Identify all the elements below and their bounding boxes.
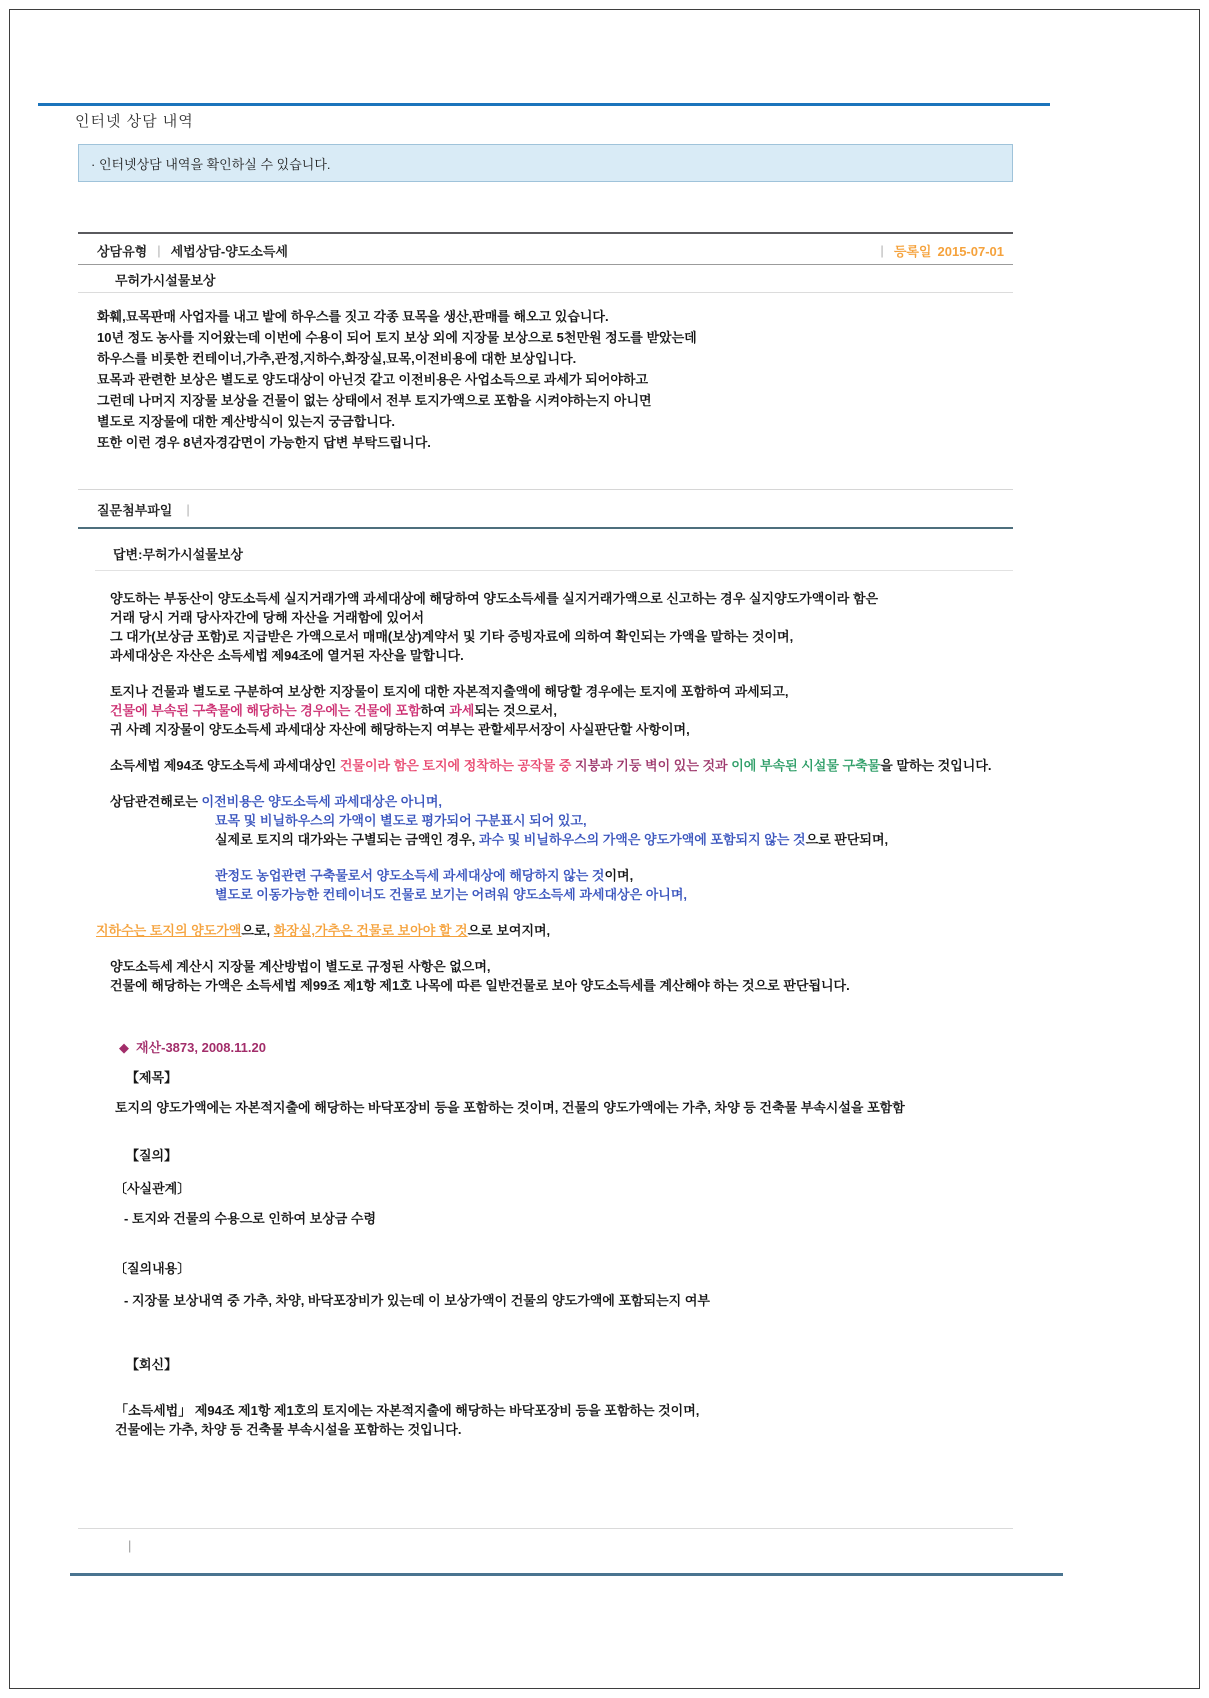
answer-segment: 양도하는 부동산이 양도소득세 실지거래가액 과세대상에 해당하여 양도소득세를 실지거래가액으로 신고하는 경우 실지양도가액이라 함은	[110, 591, 879, 606]
answer-segment: 귀 사례 지장물이 양도소득세 과세대상 자산에 해당하는지 여부는 관할세무서장이 사실판단할 사항이며,	[110, 722, 690, 737]
consult-type-label: 상담유형	[97, 243, 148, 259]
answer-segment: 과세	[449, 703, 475, 718]
diamond-marker-icon: ◆	[119, 1040, 129, 1055]
reference-reply-label: 【회신】	[126, 1357, 178, 1372]
answer-line	[110, 976, 992, 995]
answer-segment: 양도소득세 계산시 지장물 계산방법이 별도로 규정된 사항은 없으며,	[110, 959, 491, 974]
text-line: 화훼,묘목판매 사업자를 내고 밭에 하우스를 짓고 각종 묘목을 생산,판매를 해오고 있습니다.	[97, 309, 609, 324]
answer-line	[110, 720, 992, 739]
reference-code-text: 재산-3873, 2008.11.20	[136, 1040, 266, 1055]
reference-code	[119, 1037, 266, 1056]
answer-line	[110, 701, 992, 720]
answer-segment: 으로,	[241, 923, 274, 938]
reg-date	[894, 241, 1010, 260]
answer-line	[110, 589, 992, 608]
answer-segment: 건물에 해당하는 가액은 소득세법 제99조 제1항 제1호 나목에 따른 일반건물로 보아 양도소득세를 계산해야 하는 것으로 판단됩니다.	[110, 978, 850, 993]
separator-bar: |	[186, 502, 190, 517]
table-top-divider	[78, 232, 1013, 234]
consult-type-group	[97, 241, 288, 260]
text-line: 또한 이런 경우 8년자경감면이 가능한지 답변 부탁드립니다.	[97, 435, 431, 450]
answer-segment: 으로 보여지며,	[467, 923, 551, 938]
answer-segment: 별도로 이동가능한 컨테이너도 건물로 보기는 어려워 양도소득세 과세대상은 아니며,	[215, 887, 688, 902]
reference-inquiry-label: 【질의】	[126, 1148, 178, 1163]
answer-segment: 지붕과 기둥 벽이 있는 것과	[575, 758, 732, 773]
reference-title-label: 【제목】	[126, 1070, 178, 1085]
answer-segment: 이전비용은	[201, 794, 268, 809]
reference-reply-text	[115, 1401, 699, 1439]
answer-line	[110, 682, 992, 701]
answer-segment: 이에 부속된 시설물 구축물	[731, 758, 881, 773]
reference-facts-text: - 토지와 건물의 수용으로 인하여 보상금 수령	[124, 1211, 377, 1226]
answer-line	[96, 921, 992, 940]
answer-line	[215, 885, 992, 904]
answer-segment: 되는 것으로서,	[474, 703, 557, 718]
answer-segment: 이며,	[604, 868, 634, 883]
header-divider	[78, 264, 1013, 265]
answer-segment: 하여	[420, 703, 450, 718]
attachment-label: 질문첨부파일	[97, 503, 173, 518]
answer-line	[110, 627, 992, 646]
top-divider	[38, 103, 1050, 106]
answer-segment: 으로 판단되며,	[805, 832, 889, 847]
answer-title-divider	[95, 570, 1013, 571]
reference-facts-label: 〔사실관계〕	[114, 1181, 191, 1196]
footer-divider	[78, 1528, 1013, 1529]
answer-segment: 관정도 농업관련 구축물로서 양도소득세 과세대상에 해당하지 않는 것	[215, 868, 605, 883]
answer-segment: 실제로 토지의 대가와는 구별되는 금액인 경우,	[215, 832, 479, 847]
answer-line	[110, 608, 992, 627]
text-line: 「소득세법」 제94조 제1항 제1호의 토지에는 자본적지출에 해당하는 바닥포장비 등을 포함하는 것이며,	[115, 1403, 700, 1418]
answer-segment: 과세대상은 자산은 소득세법 제94조에 열거된 자산을 말합니다.	[110, 648, 464, 663]
footer-separator-bar: |	[128, 1538, 132, 1553]
answer-line	[215, 830, 992, 849]
answer-segment: 지하수는 토지의 양도가액	[96, 923, 242, 938]
reg-date-label: 등록일	[893, 243, 932, 259]
attachment-top-divider	[78, 489, 1013, 490]
text-line: 10년 정도 농사를 지어왔는데 이번에 수용이 되어 토지 보상 외에 지장물 보상으로 5천만원 정도를 받았는데	[97, 330, 697, 345]
answer-segment: 건물이라 함은 토지에 정착하는 공작물 중	[339, 758, 576, 773]
separator-bar: |	[157, 242, 161, 258]
answer-segment: 거래 당시 거래 당사자간에 당해 자산을 거래함에 있어서	[110, 610, 425, 625]
answer-segment: 묘목 및 비닐하우스의 가액이 별도로 평가되어 구분표시 되어 있고,	[215, 813, 587, 828]
attachment-row	[97, 500, 190, 519]
answer-segment: 을 말하는 것입니다.	[880, 758, 992, 773]
answer-line	[215, 866, 992, 885]
answer-line	[110, 957, 992, 976]
answer-title: 답변:무허가시설물보상	[113, 547, 243, 562]
answer-segment: 그 대가(보상금 포함)로 지급받은 가액으로서 매매(보상)계약서 및 기타 증빙자료에 의하여 확인되는 가액을 말하는 것이며,	[110, 629, 794, 644]
answer-line	[110, 792, 992, 811]
reference-inquiry-detail-text: - 지장물 보상내역 중 가추, 차양, 바닥포장비가 있는데 이 보상가액이 건물의 양도가액에 포함되는지 여부	[124, 1293, 710, 1308]
text-line: 그런데 나머지 지장물 보상을 건물이 없는 상태에서 전부 토지가액으로 포함을 시켜야하는지 아니면	[97, 393, 652, 408]
reg-date-group	[870, 241, 1010, 260]
answer-segment: 상담관견해로는	[110, 794, 202, 809]
answer-segment: 화장실,가추은 건물로 보아야 할 것	[273, 923, 468, 938]
text-line: 묘목과 관련한 보상은 별도로 양도대상이 아닌것 같고 이전비용은 사업소득으로 과세가 되어야하고	[97, 372, 648, 387]
page-title: 인터넷 상담 내역	[75, 113, 194, 130]
answer-top-divider	[78, 527, 1013, 529]
answer-segment: 양도소득세 과세대상은 아니며,	[267, 794, 443, 809]
subject-divider	[78, 292, 1013, 293]
answer-body	[96, 589, 992, 995]
answer-line	[110, 756, 992, 775]
reference-inquiry-detail-label: 〔질의내용〕	[114, 1261, 191, 1276]
reg-date-value: 2015-07-01	[937, 243, 1004, 259]
question-subject: 무허가시설물보상	[115, 273, 216, 288]
answer-line	[215, 811, 992, 830]
separator-bar: |	[880, 242, 884, 258]
answer-segment: 건물에 부속된 구축물에 해당하는 경우에는 건물에 포함	[110, 703, 421, 718]
answer-segment: 과수 및 비닐하우스의 가액은 양도가액에 포함되지 않는 것	[478, 832, 806, 847]
notice-box	[78, 144, 1013, 182]
bottom-divider	[70, 1573, 1063, 1576]
answer-segment: 소득세법 제94조 양도소득세 과세대상인	[110, 758, 340, 773]
question-body	[97, 306, 697, 453]
consult-type-value: 세법상담-양도소득세	[170, 243, 288, 259]
text-line: 별도로 지장물에 대한 계산방식이 있는지 궁금합니다.	[97, 414, 395, 429]
consult-header-row	[97, 239, 1010, 261]
answer-line	[110, 646, 992, 665]
notice-text: · 인터넷상담 내역을 확인하실 수 있습니다.	[91, 156, 331, 172]
text-line: 하우스를 비롯한 컨테이너,가추,관정,지하수,화장실,묘목,이전비용에 대한 보상입니다.	[97, 351, 577, 366]
reference-title-text: 토지의 양도가액에는 자본적지출에 해당하는 바닥포장비 등을 포함하는 것이며, 건물의 양도가액에는 가추, 차양 등 건축물 부속시설을 포함함	[115, 1100, 905, 1115]
text-line: 건물에는 가추, 차양 등 건축물 부속시설을 포함하는 것입니다.	[115, 1422, 462, 1437]
answer-segment: 토지나 건물과 별도로 구분하여 보상한 지장물이 토지에 대한 자본적지출액에 해당할 경우에는 토지에 포함하여 과세되고,	[110, 684, 789, 699]
